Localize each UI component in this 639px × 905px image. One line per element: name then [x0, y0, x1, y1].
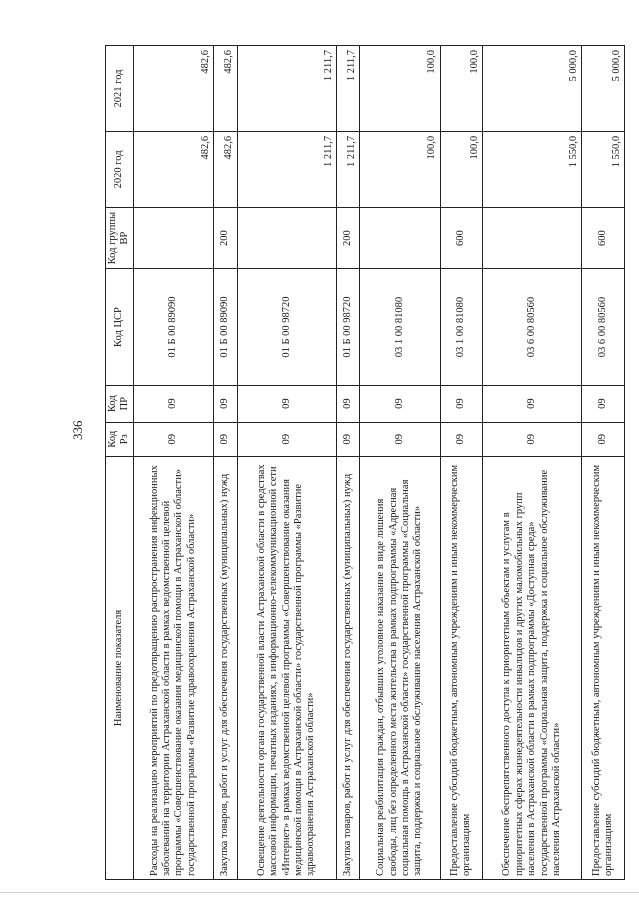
cell-pr: 09 [237, 385, 336, 422]
cell-vr: 600 [440, 207, 482, 268]
cell-vr [133, 207, 213, 268]
cell-name: Закупка товаров, работ и услуг для обеспечения государственных (муниципальных) нужд [336, 456, 360, 879]
cell-csr: 03 1 00 81080 [440, 269, 482, 386]
cell-csr: 01 Б 00 98720 [237, 269, 336, 386]
cell-2020: 100,0 [360, 131, 440, 207]
cell-csr: 03 6 00 80560 [582, 269, 625, 386]
header-2020: 2020 год [106, 131, 134, 207]
cell-rz: 09 [582, 422, 625, 456]
cell-name: Обеспечение беспрепятственного доступа к приоритетным объектам и услугам в приоритетных сферах жизнедеятельности инвалидов и других маломобильных групп населения в Астраханской области в рамках подпрограммы «Доступная среда» государственной программы «Социальная защита, поддержка и социальное обслуживание населения Астраханской области» [483, 456, 582, 879]
cell-name: Расходы на реализацию мероприятий по предотвращению распространения инфекционных заболеваний на территории Астраханской области в рамках ведомственной целевой программы «Совершенствование оказания медицинской помощи в Астраханской области» государственной программы «Развитие здравоохранения Астраханской области» [133, 456, 213, 879]
cell-rz: 09 [336, 422, 360, 456]
cell-2021: 1 211,7 [336, 46, 360, 132]
cell-name: Социальная реабилитация граждан, отбывших уголовное наказание в виде лишения свободы, лиц без определенного места жительства в рамках подпрограммы «Адресная социальная помощь в Астраханской области» государственной программы «Социальная защита, поддержка и социальное обслуживание населения Астраханской области» [360, 456, 440, 879]
header-pr: Код ПР [106, 385, 134, 422]
cell-vr [237, 207, 336, 268]
cell-2021: 482,6 [133, 46, 213, 132]
table-row [582, 46, 625, 880]
cell-2020: 482,6 [133, 131, 213, 207]
cell-2020: 100,0 [440, 131, 482, 207]
cell-pr: 09 [133, 385, 213, 422]
table-row [360, 46, 440, 880]
cell-2021: 100,0 [360, 46, 440, 132]
cell-rz: 09 [483, 422, 582, 456]
cell-csr: 01 Б 00 89090 [133, 269, 213, 386]
cell-vr: 200 [214, 207, 238, 268]
cell-name: Освещение деятельности органа государственной власти Астраханской области в средствах массовой информации, печатных изданиях, в информационно-телекоммуникационной сети «Интернет» в рамках ведомственной целевой программы «Совершенствование оказания медицинской помощи в Астраханской области» государственной программы «Развитие здравоохранения Астраханской области» [237, 456, 336, 879]
cell-pr: 09 [360, 385, 440, 422]
cell-pr: 09 [483, 385, 582, 422]
cell-csr: 03 1 00 81080 [360, 269, 440, 386]
cell-2021: 5 000,0 [483, 46, 582, 132]
cell-csr: 01 Б 00 89090 [214, 269, 238, 386]
cell-2020: 1 211,7 [336, 131, 360, 207]
table-row [336, 46, 360, 880]
cell-2021: 482,6 [214, 46, 238, 132]
cell-2020: 1 550,0 [483, 131, 582, 207]
cell-rz: 09 [237, 422, 336, 456]
page-number: 336 [70, 420, 85, 440]
cell-vr: 600 [582, 207, 625, 268]
cell-csr: 01 Б 00 98720 [336, 269, 360, 386]
cell-name: Предоставление субсидий бюджетным, автономным учреждениям и иным некоммерческим организациям [582, 456, 625, 879]
header-rz: Код Рз [106, 422, 134, 456]
cell-rz: 09 [360, 422, 440, 456]
page-edge-line [0, 892, 639, 893]
header-csr: Код ЦСР [106, 269, 134, 386]
cell-2020: 1 211,7 [237, 131, 336, 207]
cell-2021: 100,0 [440, 46, 482, 132]
cell-name: Закупка товаров, работ и услуг для обеспечения государственных (муниципальных) нужд [214, 456, 238, 879]
budget-table [105, 45, 625, 880]
cell-rz: 09 [440, 422, 482, 456]
table-row [214, 46, 238, 880]
cell-rz: 09 [214, 422, 238, 456]
header-2021: 2021 год [106, 46, 134, 132]
cell-pr: 09 [336, 385, 360, 422]
table-header-row [106, 46, 134, 880]
cell-csr: 03 6 00 80560 [483, 269, 582, 386]
table-row [440, 46, 482, 880]
cell-name: Предоставление субсидий бюджетным, автономным учреждениям и иным некоммерческим организациям [440, 456, 482, 879]
cell-2021: 5 000,0 [582, 46, 625, 132]
table-row [483, 46, 582, 880]
cell-vr [360, 207, 440, 268]
table-row [133, 46, 213, 880]
cell-2021: 1 211,7 [237, 46, 336, 132]
rotated-table-wrapper [105, 45, 625, 880]
cell-rz: 09 [133, 422, 213, 456]
header-vr: Код группы ВР [106, 207, 134, 268]
cell-vr [483, 207, 582, 268]
cell-pr: 09 [440, 385, 482, 422]
table-row [237, 46, 336, 880]
cell-pr: 09 [214, 385, 238, 422]
cell-pr: 09 [582, 385, 625, 422]
cell-vr: 200 [336, 207, 360, 268]
cell-2020: 1 550,0 [582, 131, 625, 207]
header-name: Наименование показателя [106, 456, 134, 879]
cell-2020: 482,6 [214, 131, 238, 207]
